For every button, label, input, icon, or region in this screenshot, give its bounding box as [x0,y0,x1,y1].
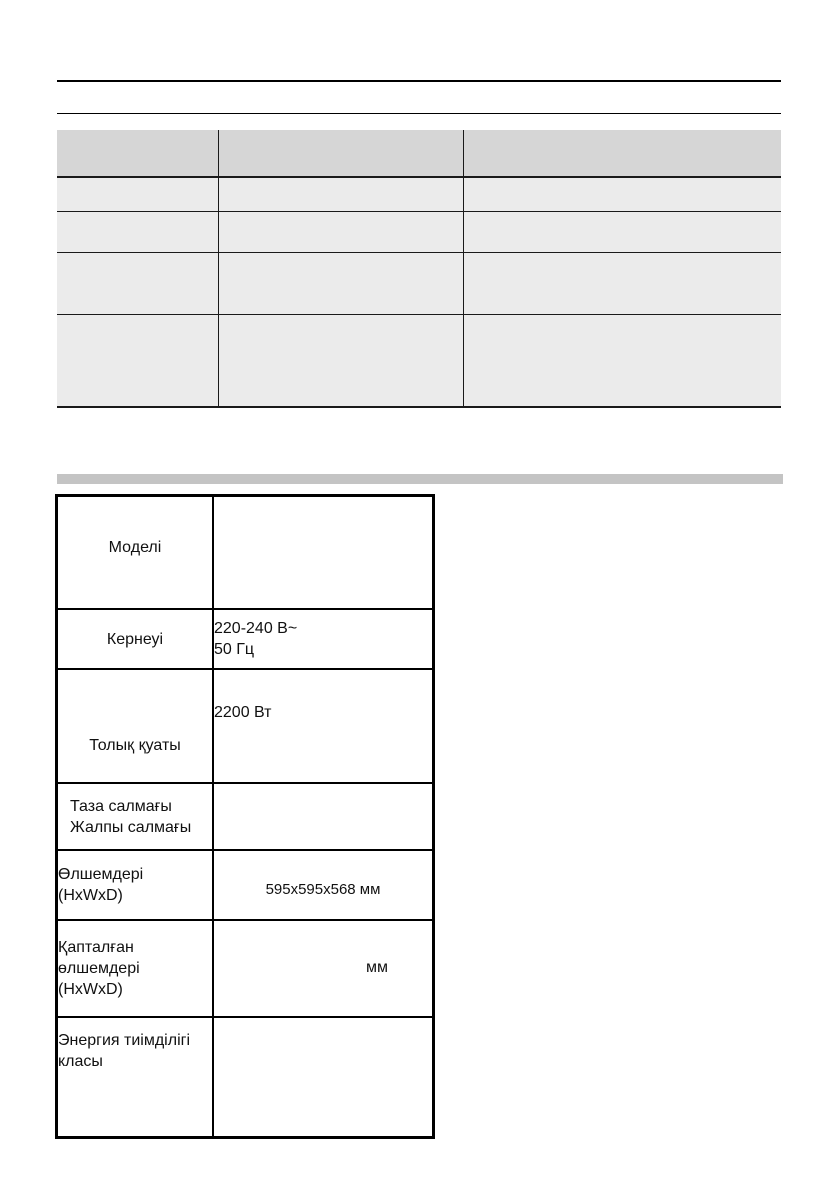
voltage-value [213,609,434,669]
header-cell [463,130,781,177]
troubleshooting-table [57,130,781,408]
gross-weight-label: Жалпы салмағы [70,818,192,836]
table-row [57,177,781,212]
table-header-row [57,130,781,177]
model-label: Моделі [57,496,214,610]
table-cell [57,253,218,315]
packed-dimensions-value: мм [213,920,434,1017]
net-weight-label: Таза салмағы [70,797,172,815]
dimensions-value: 595x595x568 мм [213,850,434,920]
section-divider-bar [57,474,783,484]
table-cell [57,177,218,212]
header-cell [218,130,463,177]
voltage-label: Кернеуі [57,609,214,669]
voltage-value-line2: 50 Гц [214,641,255,658]
table-cell [218,177,463,212]
spec-row-voltage [57,609,434,669]
table-cell [218,212,463,253]
packed-label-line3: (HxWxD) [58,981,123,998]
power-value: 2200 Вт [213,669,434,783]
energy-label-line2: класы [58,1053,103,1070]
table-cell [218,253,463,315]
table-row [57,212,781,253]
packed-dimensions-label [57,920,214,1017]
table-cell [57,212,218,253]
dimensions-label-line1: Өлшемдері [58,866,144,883]
spec-row-model [57,496,434,610]
energy-class-label [57,1017,214,1138]
weight-label [57,783,214,850]
spec-row-dimensions [57,850,434,920]
table-cell [57,315,218,408]
power-label: Толық қуаты [57,669,214,783]
energy-class-value [213,1017,434,1138]
packed-label-line2: өлшемдері [58,960,140,977]
energy-label-line1: Энергия тиімділігі [58,1032,191,1049]
spec-row-packed-dimensions [57,920,434,1017]
specification-table [55,494,435,1139]
spec-row-weight [57,783,434,850]
dimensions-label-line2: (HxWxD) [58,887,123,904]
dimensions-label [57,850,214,920]
header-cell [57,130,218,177]
table-cell [218,315,463,408]
spec-row-energy-class [57,1017,434,1138]
table-cell [463,212,781,253]
weight-value [213,783,434,850]
table-row [57,253,781,315]
packed-label-line1: Қапталған [58,939,134,956]
table-cell [463,177,781,212]
table-cell [463,315,781,408]
spec-row-power [57,669,434,783]
table-cell [463,253,781,315]
header-rule [57,80,781,82]
model-value [213,496,434,610]
table-row [57,315,781,408]
header-thin-rule [57,113,781,114]
voltage-value-line1: 220-240 В~ [214,620,298,637]
